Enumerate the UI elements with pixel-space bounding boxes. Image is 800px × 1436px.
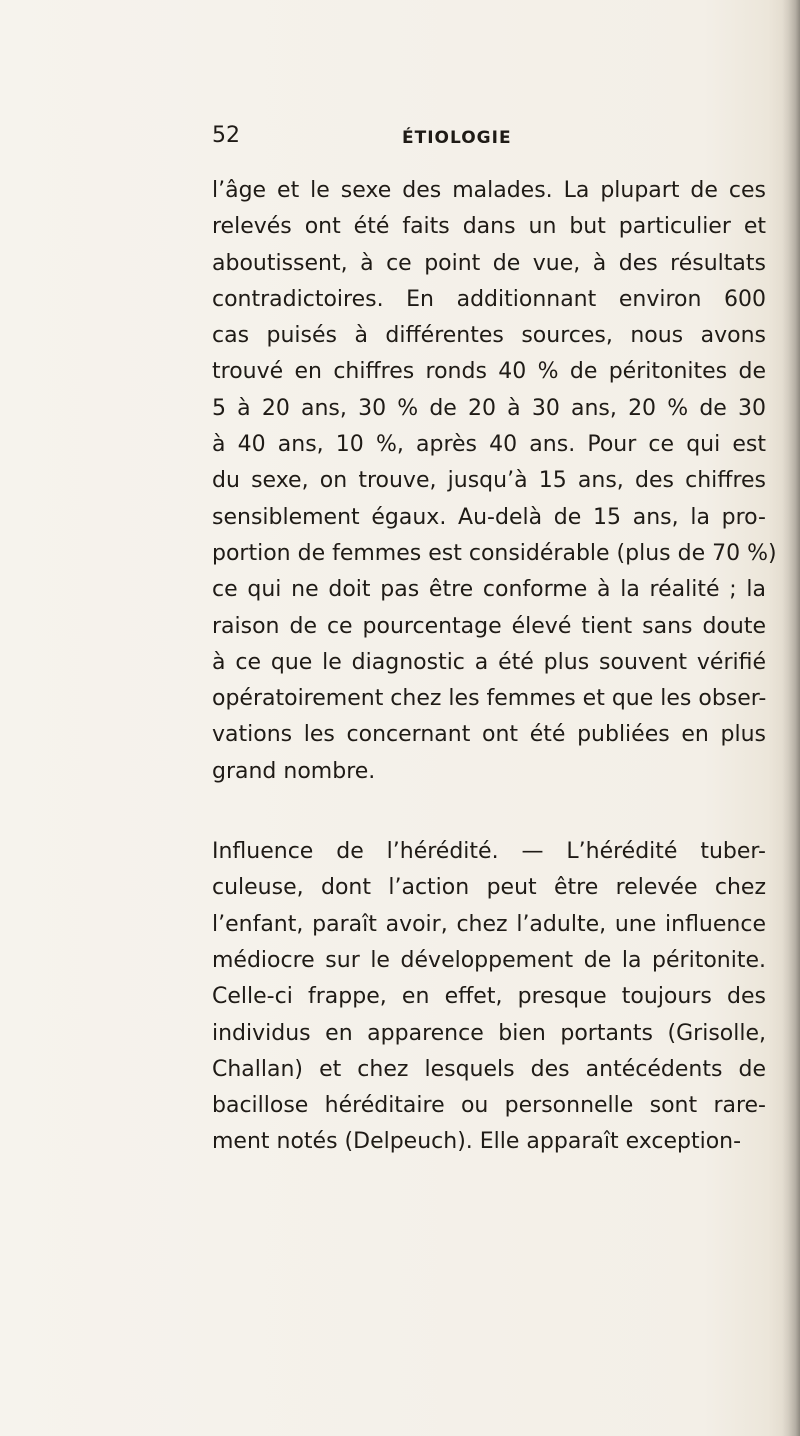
text-line: médiocre sur le développement de la péritonite. [212,947,766,973]
text-line: ment notés (Delpeuch). Elle apparaît exception- [212,1129,742,1155]
text-line: l’âge et le sexe des malades. La plupart de ces [212,178,766,203]
page-edge-shadow [782,0,800,1436]
text-line: individus en apparence bien portants (Grisolle, [212,1020,766,1046]
paragraph-heredity [212,834,766,1161]
page-number: 52 [212,123,240,148]
text-line: à 40 ans, 10 %, après 40 ans. Pour ce qui est [212,432,766,458]
text-line: ce qui ne doit pas être conforme à la réalité ; la [212,577,766,603]
text-line: du sexe, on trouve, jusqu’à 15 ans, des chiffres [212,468,766,494]
paragraph-spacer [212,790,766,834]
text-line: opératoirement chez les femmes et que les obser- [212,686,767,712]
text-line: Challan) et chez lesquels des antécédents de [212,1056,766,1082]
running-head: ÉTIOLOGIE [402,128,512,148]
text-line: grand nombre. [212,758,376,784]
text-line: cas puisés à différentes sources, nous avons [212,323,766,349]
text-line: 5 à 20 ans, 30 % de 20 à 30 ans, 20 % de 30 [212,395,766,421]
text-line: portion de femmes est considérable (plus de 70 %) [212,540,777,566]
section-heading-line: Influence de l’hérédité. — L’hérédité tuber- [212,839,766,865]
text-line: raison de ce pourcentage élevé tient sans doute [212,613,766,639]
text-line: aboutissent, à ce point de vue, à des résultats [212,250,766,276]
text-line: contradictoires. En additionnant environ 600 [212,286,766,312]
text-line: relevés ont été faits dans un but particulier et [212,214,766,240]
paragraph-age-sex [212,173,777,790]
body-text [212,173,777,1161]
text-line: Celle-ci frappe, en effet, presque toujours des [212,984,766,1010]
text-line: vations les concernant ont été publiées en plus [212,722,766,748]
text-line: sensiblement égaux. Au-delà de 15 ans, la pro- [212,504,766,530]
text-line: l’enfant, paraît avoir, chez l’adulte, une influence [212,911,766,937]
text-line: bacillose héréditaire ou personnelle sont rare- [212,1093,766,1119]
text-line: à ce que le diagnostic a été plus souvent vérifié [212,649,766,675]
text-line: culeuse, dont l’action peut être relevée chez [212,875,766,901]
text-line: trouvé en chiffres ronds 40 % de péritonites de [212,359,766,385]
